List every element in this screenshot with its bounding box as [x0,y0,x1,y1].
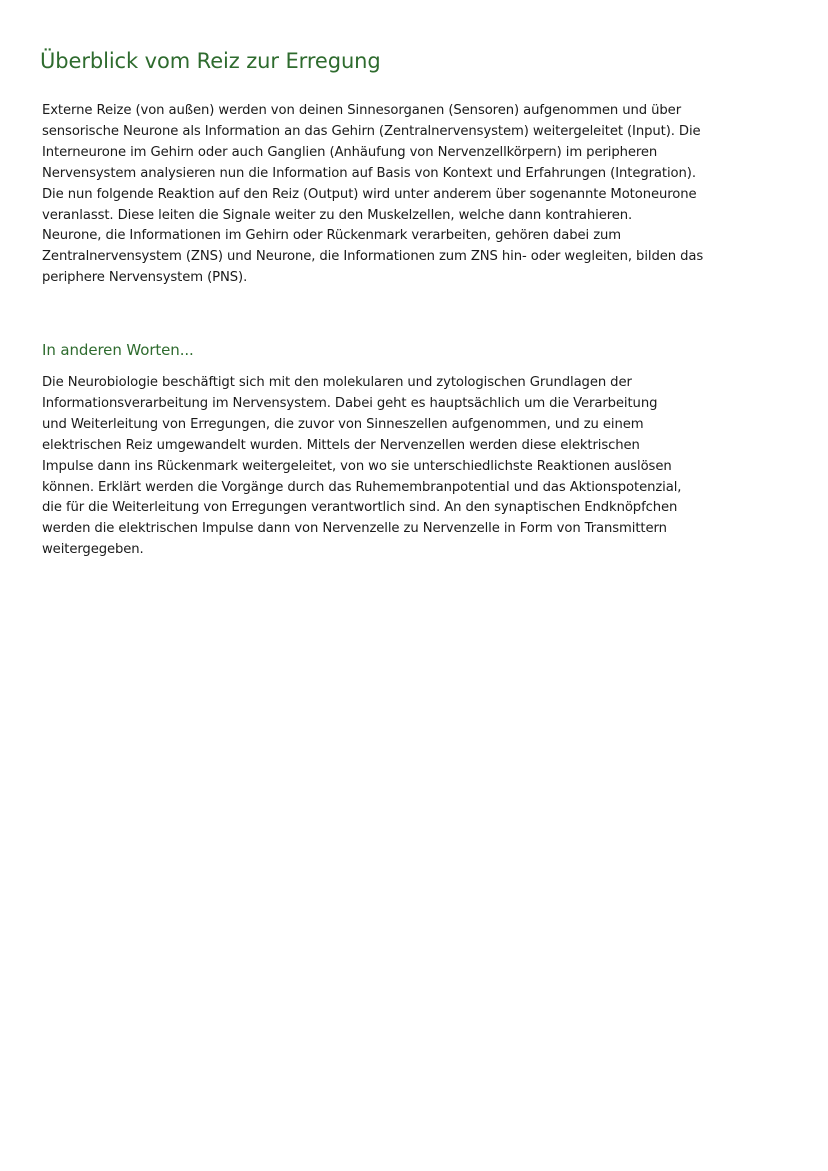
paragraph-line: periphere Nervensystem (PNS). [42,270,248,286]
paragraph-line: Nervensystem analysieren nun die Information auf Basis von Kontext und Erfahrungen (Integration). [42,165,696,181]
paragraph-line: Die nun folgende Reaktion auf den Reiz (Output) wird unter anderem über sogenannte Motoneurone [42,186,697,202]
paragraph-line: elektrischen Reiz umgewandelt wurden. Mittels der Nervenzellen werden diese elektrischen [42,437,640,453]
paragraph-line: Neurone, die Informationen im Gehirn oder Rückenmark verarbeiten, gehören dabei zum [42,228,622,244]
summary-paragraph [42,373,681,561]
intro-paragraph [42,101,703,289]
paragraph-line: veranlasst. Diese leiten die Signale weiter zu den Muskelzellen, welche dann kontrahieren. [42,207,633,223]
paragraph-line: können. Erklärt werden die Vorgänge durch das Ruhemembranpotential und das Aktionspotenzial, [42,479,682,495]
section-subtitle: In anderen Worten... [42,341,194,359]
paragraph-line: Zentralnervensystem (ZNS) und Neurone, die Informationen zum ZNS hin- oder wegleiten, bilden das [42,249,704,265]
paragraph-line: und Weiterleitung von Erregungen, die zuvor von Sinneszellen aufgenommen, und zu einem [42,416,644,432]
paragraph-line: weitergegeben. [42,542,144,558]
paragraph-line: Informationsverarbeitung im Nervensystem. Dabei geht es hauptsächlich um die Verarbeitung [42,395,658,411]
paragraph-line: Impulse dann ins Rückenmark weitergeleitet, von wo sie unterschiedlichste Reaktionen auslösen [42,458,672,474]
paragraph-line: Externe Reize (von außen) werden von deinen Sinnesorganen (Sensoren) aufgenommen und über [42,103,682,118]
paragraph-line: die für die Weiterleitung von Erregungen verantwortlich sind. An den synaptischen Endknöpfchen [42,500,678,516]
paragraph-line: sensorische Neurone als Information an das Gehirn (Zentralnervensystem) weitergeleitet (Input). Die [42,123,701,139]
paragraph-line: werden die elektrischen Impulse dann von Nervenzelle zu Nervenzelle in Form von Transmittern [42,521,667,537]
page-title: Überblick vom Reiz zur Erregung [40,49,381,73]
paragraph-line: Die Neurobiologie beschäftigt sich mit den molekularen und zytologischen Grundlagen der [42,375,632,390]
paragraph-line: Interneurone im Gehirn oder auch Ganglien (Anhäufung von Nervenzellkörpern) im peripheren [42,144,658,160]
